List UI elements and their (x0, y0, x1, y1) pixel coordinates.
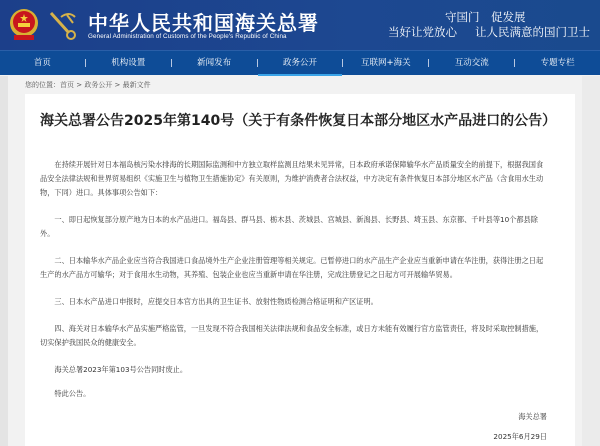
site-subtitle: General Administration of Customs of the People's Republic of China (88, 33, 287, 40)
nav-item-organization[interactable]: 机构设置 (111, 57, 146, 68)
breadcrumb-government-affairs[interactable]: 政务公开 (84, 81, 113, 89)
site-title[interactable]: 中华人民共和国海关总署 (88, 11, 319, 35)
breadcrumb-separator: > (112, 81, 123, 89)
breadcrumb-latest-documents[interactable]: 最新文件 (122, 81, 151, 89)
article-paragraph: 特此公告。 (54, 389, 91, 398)
left-margin (0, 76, 8, 446)
nav-item-home[interactable]: 首页 (33, 57, 51, 68)
nav-item-news[interactable]: 新闻发布 (197, 57, 232, 68)
article-date: 2025年6月29日 (493, 432, 547, 441)
article-paragraph: 在持续开展针对日本福岛核污染水排海的长期国际监测和中方独立取样监测且结果未见异常，日本政府承诺保障输华水产品质量安全的前提下，根据我国食品安全法律法规和世界贸易组织《实施卫生与植物卫生措施协定》有关原则，为维护消费者合法权益，中方决定有条件恢复日本部分地区水产品（含食用水生动物，下同）进口。具体事项公告如下： (40, 160, 544, 197)
nav-item-internet-customs[interactable]: 互联网+海关 (361, 57, 411, 68)
slogan-line-2 (388, 24, 590, 40)
nav-item-government-affairs[interactable]: 政务公开 (258, 51, 343, 76)
slogan-line-2-right: 让人民满意的国门卫士 (475, 25, 590, 39)
article-paragraph: 四、海关对日本输华水产品实施严格监管，一旦发现不符合我国相关法律法规和食品安全标准，或日方未能有效履行官方监管责任，将及时采取控制措施，切实保护我国民众的健康安全。 (40, 324, 544, 347)
national-emblem-icon (8, 7, 40, 43)
site-header (0, 0, 600, 50)
main-nav (0, 50, 600, 75)
breadcrumb-separator: > (74, 81, 85, 89)
breadcrumb-prefix: 您的位置： (25, 81, 60, 89)
page-body (0, 76, 600, 446)
slogan-line-2-left: 当好让党放心 (388, 25, 457, 39)
nav-item-interaction[interactable]: 互动交流 (454, 57, 489, 68)
article-paragraph: 二、日本输华水产品企业应当符合我国进口食品境外生产企业注册管理等相关规定。已暂停进口的水产品生产企业应当重新申请在华注册，获得注册之日起生产的水产品方可输华；对于食用水生动物，其养殖、包装企业也应当重新申请在华注册，完成注册登记之日起方可开展输华贸易。 (40, 256, 544, 279)
breadcrumb-home[interactable]: 首页 (60, 81, 74, 89)
nav-item-special-topics[interactable]: 专题专栏 (540, 57, 575, 68)
customs-key-emblem-icon (47, 9, 79, 41)
article-title: 海关总署公告2025年第140号（关于有条件恢复日本部分地区水产品进口的公告） (40, 113, 557, 129)
article-paragraph: 一、即日起恢复部分原产地为日本的水产品进口。福岛县、群马县、栃木县、茨城县、宫城县、新潟县、长野县、埼玉县、东京都、千叶县等10个都县除外。 (40, 215, 538, 238)
article-signature: 海关总署 (518, 412, 547, 421)
breadcrumb (25, 80, 151, 90)
article-paragraph: 海关总署2023年第103号公告同时废止。 (54, 365, 188, 374)
article-paragraph: 三、日本水产品进口申报时，应提交日本官方出具的卫生证书、放射性物质检测合格证明和产区证明。 (54, 297, 378, 306)
article-container (25, 94, 575, 446)
article-body (40, 158, 550, 411)
right-margin (582, 76, 600, 446)
slogan-line-1: 守国门 促发展 (445, 10, 526, 24)
